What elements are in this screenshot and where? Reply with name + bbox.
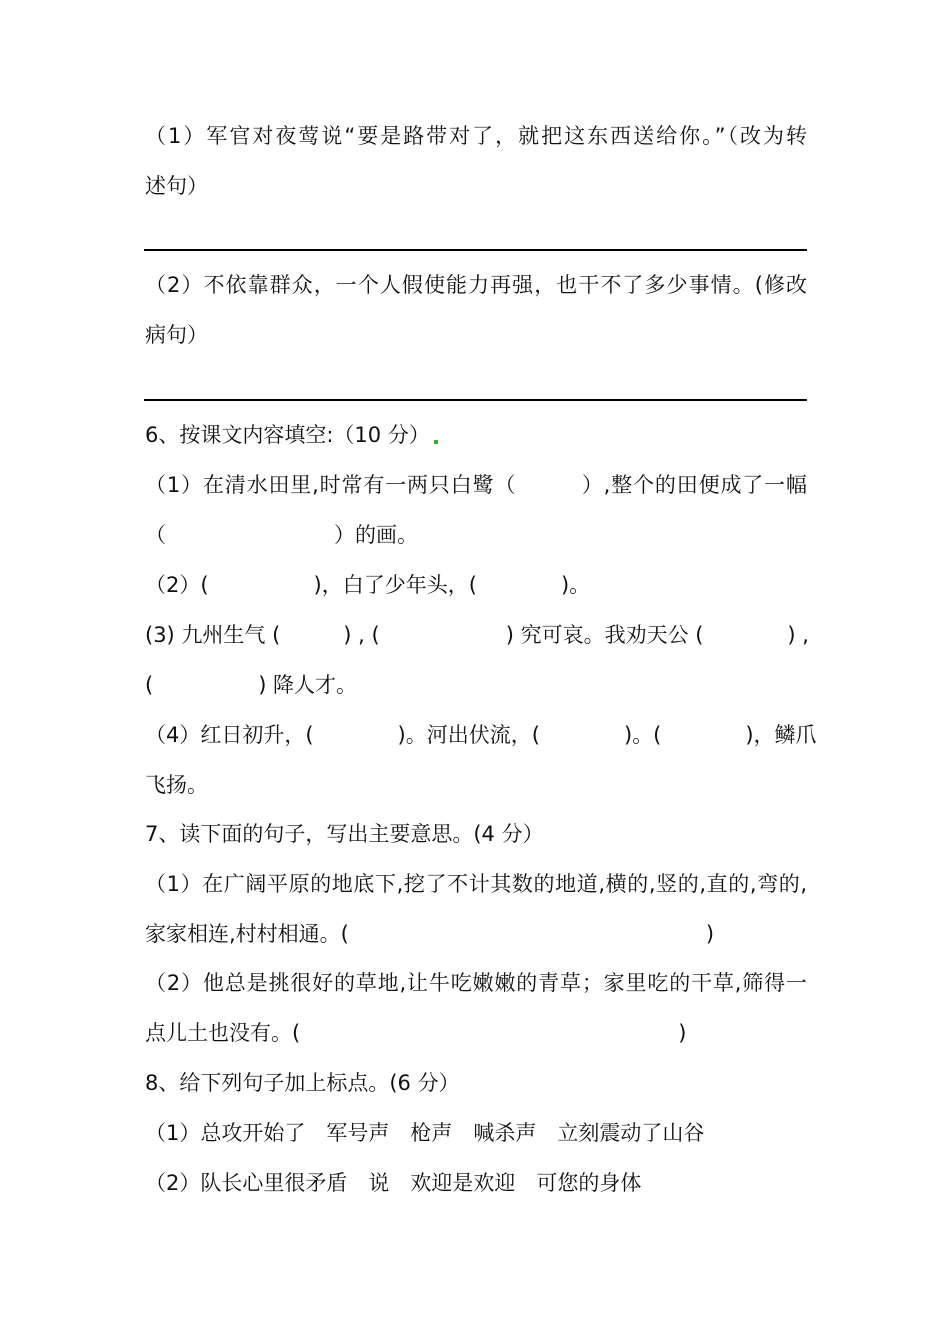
q6-item4-line2: 飞扬。: [145, 773, 208, 797]
q8-item1: （1）总攻开始了 军号声 枪声 喊杀声 立刻震动了山谷: [145, 1121, 705, 1145]
q5-item1-answer-line[interactable]: [144, 249, 807, 251]
q6-item2: （2）( )，白了少年头，( )。: [145, 573, 591, 597]
q5-item2-answer-line[interactable]: [144, 399, 807, 401]
q5-item2-line1: （2）不依靠群众，一个人假使能力再强，也干不了多少事情。(修改: [145, 273, 807, 297]
q8-heading: 8、给下列句子加上标点。(6 分）: [145, 1071, 460, 1095]
q7-item2-line2: 点儿土也没有。( ): [145, 1021, 687, 1045]
q8-item2: （2）队长心里很矛盾 说 欢迎是欢迎 可您的身体: [145, 1171, 642, 1195]
q7-item2-line1: （2）他总是挑很好的草地,让牛吃嫩嫩的青草；家里吃的干草,筛得一: [145, 971, 807, 995]
q6-item4-line1: （4）红日初升，( )。河出伏流，( )。( )，鳞爪: [145, 723, 817, 747]
q5-item1-line1: （1）军官对夜莺说“要是路带对了，就把这东西送给你。”（改为转: [145, 124, 807, 148]
q6-item1-line1: （1）在清水田里,时常有一两只白鹭（ ）,整个的田便成了一幅: [145, 473, 807, 497]
q7-item1-line1: （1）在广阔平原的地底下,挖了不计其数的地道,横的,竖的,直的,弯的,: [145, 872, 807, 896]
q6-heading: 6、按课文内容填空:（10 分）: [145, 423, 430, 447]
q6-item1-line2: （ ）的画。: [145, 523, 418, 547]
q5-item1-line2: 述句）: [145, 174, 208, 198]
q6-item3-line2: ( ) 降人才。: [145, 673, 358, 697]
green-dot-mark: [434, 440, 438, 444]
q5-item2-line2: 病句）: [145, 323, 208, 347]
q7-heading: 7、读下面的句子，写出主要意思。(4 分）: [145, 822, 544, 846]
q6-item3-line1: (3) 九州生气 ( ) , ( ) 究可哀。我劝天公 ( ) ,: [145, 623, 809, 647]
q7-item1-line2: 家家相连,村村相通。( ): [145, 922, 715, 946]
